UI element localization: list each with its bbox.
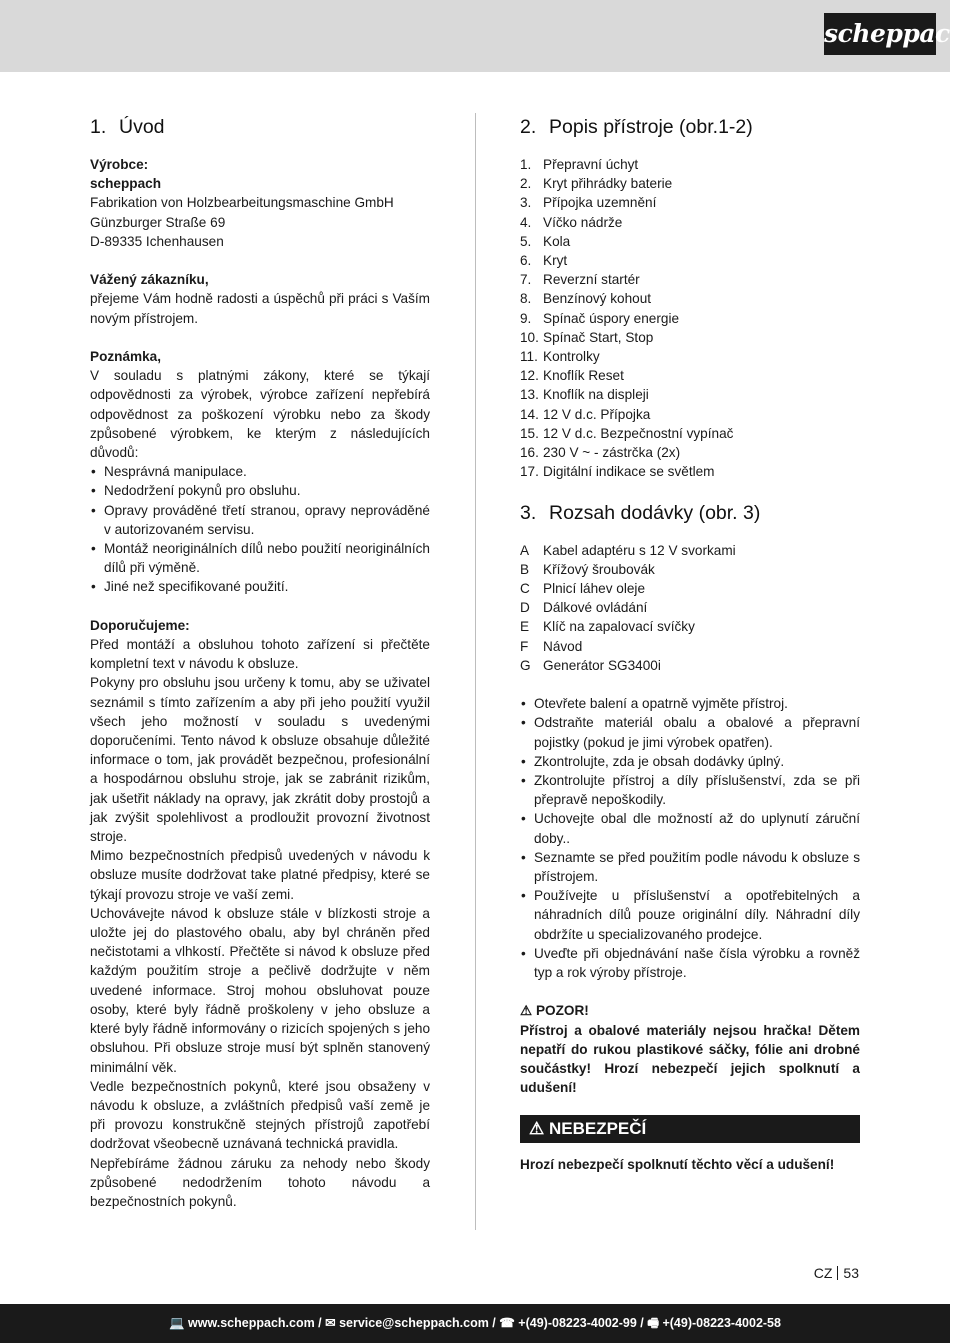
list-item: E Klíč na zapalovací svíčky [520, 619, 695, 635]
header-bar [0, 0, 967, 72]
list-item: 15. 12 V d.c. Bezpečnostní vypínač [520, 425, 734, 441]
list-item: G Generátor SG3400i [520, 657, 661, 673]
list-item: 14. 12 V d.c. Přípojka [520, 406, 651, 422]
list-item: 2. Kryt přihrádky baterie [520, 176, 673, 192]
column-divider [475, 113, 476, 1230]
manufacturer-label: Výrobce: [90, 157, 149, 172]
list-item: 10. Spínač Start, Stop [520, 329, 654, 345]
section-heading-delivery: 3. Rozsah dodávky (obr. 3) [520, 501, 761, 524]
list-item: 1. Přepravní úchyt [520, 157, 639, 172]
delivery-list [520, 541, 860, 675]
delivery-bullet-list [520, 694, 860, 982]
list-item: C Plnicí láhev oleje [520, 581, 646, 597]
danger-banner: ⚠ NEBEZPEČÍ [520, 1115, 860, 1143]
caution-label: ⚠ POZOR! [520, 1003, 589, 1019]
left-column [90, 115, 430, 1211]
list-item: • Uveďte při objednávání naše čísla výrobku a rovněž typ a rok výroby přístroje. [520, 944, 860, 982]
list-item: 8. Benzínový kohout [520, 291, 652, 307]
page-number [814, 1265, 859, 1281]
caution-text: Přístroj a obalové materiály nejsou hračka! Dětem nepatří do rukou plastikové sáčky, fólie ani drobné součástky! Hrozí nebezpečí jejich spolknutí a udušení! [520, 1022, 860, 1096]
danger-text: Hrozí nebezpečí spolknutí těchto věcí a udušení! [520, 1156, 835, 1172]
page-number-value: 53 [843, 1265, 859, 1281]
list-item: • Používejte u příslušenství a opotřebitelných a náhradních dílů pouze originální díly. Náhradní díly obdržíte u specializovaného prodejce. [520, 886, 860, 944]
parts-list [520, 155, 860, 481]
list-item: F Návod [520, 638, 583, 654]
list-item: 12. Knoflík Reset [520, 368, 624, 384]
paragraph: Nepřebíráme žádnou záruku za nehody nebo škody způsobené nedodržením tohoto návodu a bezpečnostních pokynů. [90, 1155, 430, 1209]
caution-block [520, 1001, 860, 1097]
recommend-label: Doporučujeme: [90, 617, 190, 633]
list-item: 11. Kontrolky [520, 349, 600, 365]
manufacturer-name: scheppach [90, 176, 162, 192]
list-item: • Nesprávná manipulace. [90, 462, 430, 481]
customer-label: Vážený zákazníku, [90, 272, 209, 288]
list-item: • Jiné než specifikované použití. [90, 577, 430, 596]
list-item: • Zkontrolujte, zda je obsah dodávky úplný. [520, 752, 860, 771]
list-item: 4. Víčko nádrže [520, 214, 623, 230]
list-item: D Dálkové ovládání [520, 600, 648, 616]
list-item: • Uchovejte obal dle možností až do uplynutí záruční doby.. [520, 809, 860, 847]
list-item: • Odstraňte materiál obalu a obalové a přepravní pojistky (pokud je jimi výrobek opatřen). [520, 713, 860, 751]
list-item: 16. 230 V ~ - zástrčka (2x) [520, 445, 681, 461]
paragraph: Uchovávejte návod k obsluze stále v blízkosti stroje a uložte jej do plastového obalu, aby byl chráněn před nečistotami a vlhkostí. Přečtěte si návod k obsluze před každým použitím stroje a pečlivě dodržujte v něm uvedené informace. Stroj mohou obsluhovat pouze osoby, které byly řádně proškoleny v jeho obsluze a které byly řádně informovány o rizicích spojených s jeho obsluhou. Při obsluze stroje musí být splněn stanovený minimální věk. [90, 905, 430, 1075]
right-column [520, 115, 860, 1174]
customer-text: přejeme Vám hodně radosti a úspěchů při práci s Vaším novým přístrojem. [90, 291, 430, 326]
list-item: 7. Reverzní startér [520, 272, 640, 288]
note-bullet-list [90, 462, 430, 596]
list-item: • Opravy prováděné třetí stranou, opravy neprováděné v autorizovaném servisu. [90, 501, 430, 539]
list-item: 9. Spínač úspory energie [520, 310, 680, 326]
list-item: B Křížový šroubovák [520, 561, 655, 577]
paragraph: Před montáží a obsluhou tohoto zařízení si přečtěte kompletní text v návodu k obsluze. [90, 637, 430, 672]
recommend-block [90, 616, 430, 1211]
note-text: V souladu s platnými zákony, které se týkají odpovědnosti za výrobek, výrobce zařízení nepřebírá odpovědnost za poškození výrobku nebo za škody způsobené výrobkem, ke kterým z následujících důvodů: [90, 368, 430, 461]
list-item: 13. Knoflík na displeji [520, 387, 649, 403]
page-lang: CZ [813, 1265, 833, 1281]
list-item: 3. Přípojka uzemnění [520, 195, 657, 211]
section-heading-description: 2. Popis přístroje (obr.1-2) [520, 116, 753, 138]
paragraph: Mimo bezpečnostních předpisů uvedených v návodu k obsluze musíte dodržovat take platné předpisy, které se týkají provozu stroje ve vaší zemi. [90, 848, 430, 902]
note-block [90, 347, 430, 597]
manufacturer-line: Günzburger Straße 69 [90, 214, 226, 230]
customer-block [90, 270, 430, 328]
paragraph: Vedle bezpečnostních pokynů, které jsou obsaženy v návodu k obsluze, a zvláštních předpisů vaší země je při provozu konstrukčně stejných přístrojů zapotřebí dodržovat všeobecně uznávaná technická pravidla. [90, 1078, 430, 1152]
scheppach-logo: scheppach [824, 13, 936, 55]
manufacturer-block [90, 155, 430, 251]
list-item: 17. Digitální indikace se světlem [520, 464, 715, 480]
note-label: Poznámka, [90, 349, 162, 364]
list-item: • Zkontrolujte přístroj a díly příslušenství, zda se při přepravě nepoškodily. [520, 771, 860, 809]
list-item: • Otevřete balení a opatrně vyjměte přístroj. [520, 694, 860, 713]
manufacturer-line: D-89335 Ichenhausen [90, 233, 224, 249]
footer-contact-bar: 💻 www.scheppach.com / ✉ service@scheppach.com / ☎ +(49)-08223-4002-99 / 🖷 +(49)-08223-4002-58 [0, 1304, 950, 1343]
list-item: • Nedodržení pokynů pro obsluhu. [90, 481, 430, 500]
manufacturer-line: Fabrikation von Holzbearbeitungsmaschine GmbH [90, 195, 394, 211]
list-item: A Kabel adaptéru s 12 V svorkami [520, 542, 736, 558]
section-heading-intro: 1. Úvod [90, 116, 165, 138]
list-item: • Seznamte se před použitím podle návodu k obsluze s přístrojem. [520, 848, 860, 886]
paragraph: Pokyny pro obsluhu jsou určeny k tomu, aby se uživatel seznámil s tímto zařízením a aby při jeho použití využil všech jeho možností v souladu s uvedenými doporučeními. Tento návod k obsluze obsahuje důležité informace o tom, jak provádět bezpečnou, profesionální a hospodárnou obsluhu stroje, jak se zabránit rizikům, jak ušetřit náklady na opravy, jak zkrátit doby prostojů a jak zvýšit spolehlivost a prodloužit provozní životnost stroje. [90, 675, 430, 845]
list-item: 5. Kola [520, 233, 571, 249]
list-item: • Montáž neoriginálních dílů nebo použití neoriginálních dílů při výměně. [90, 539, 430, 577]
list-item: 6. Kryt [520, 253, 568, 269]
